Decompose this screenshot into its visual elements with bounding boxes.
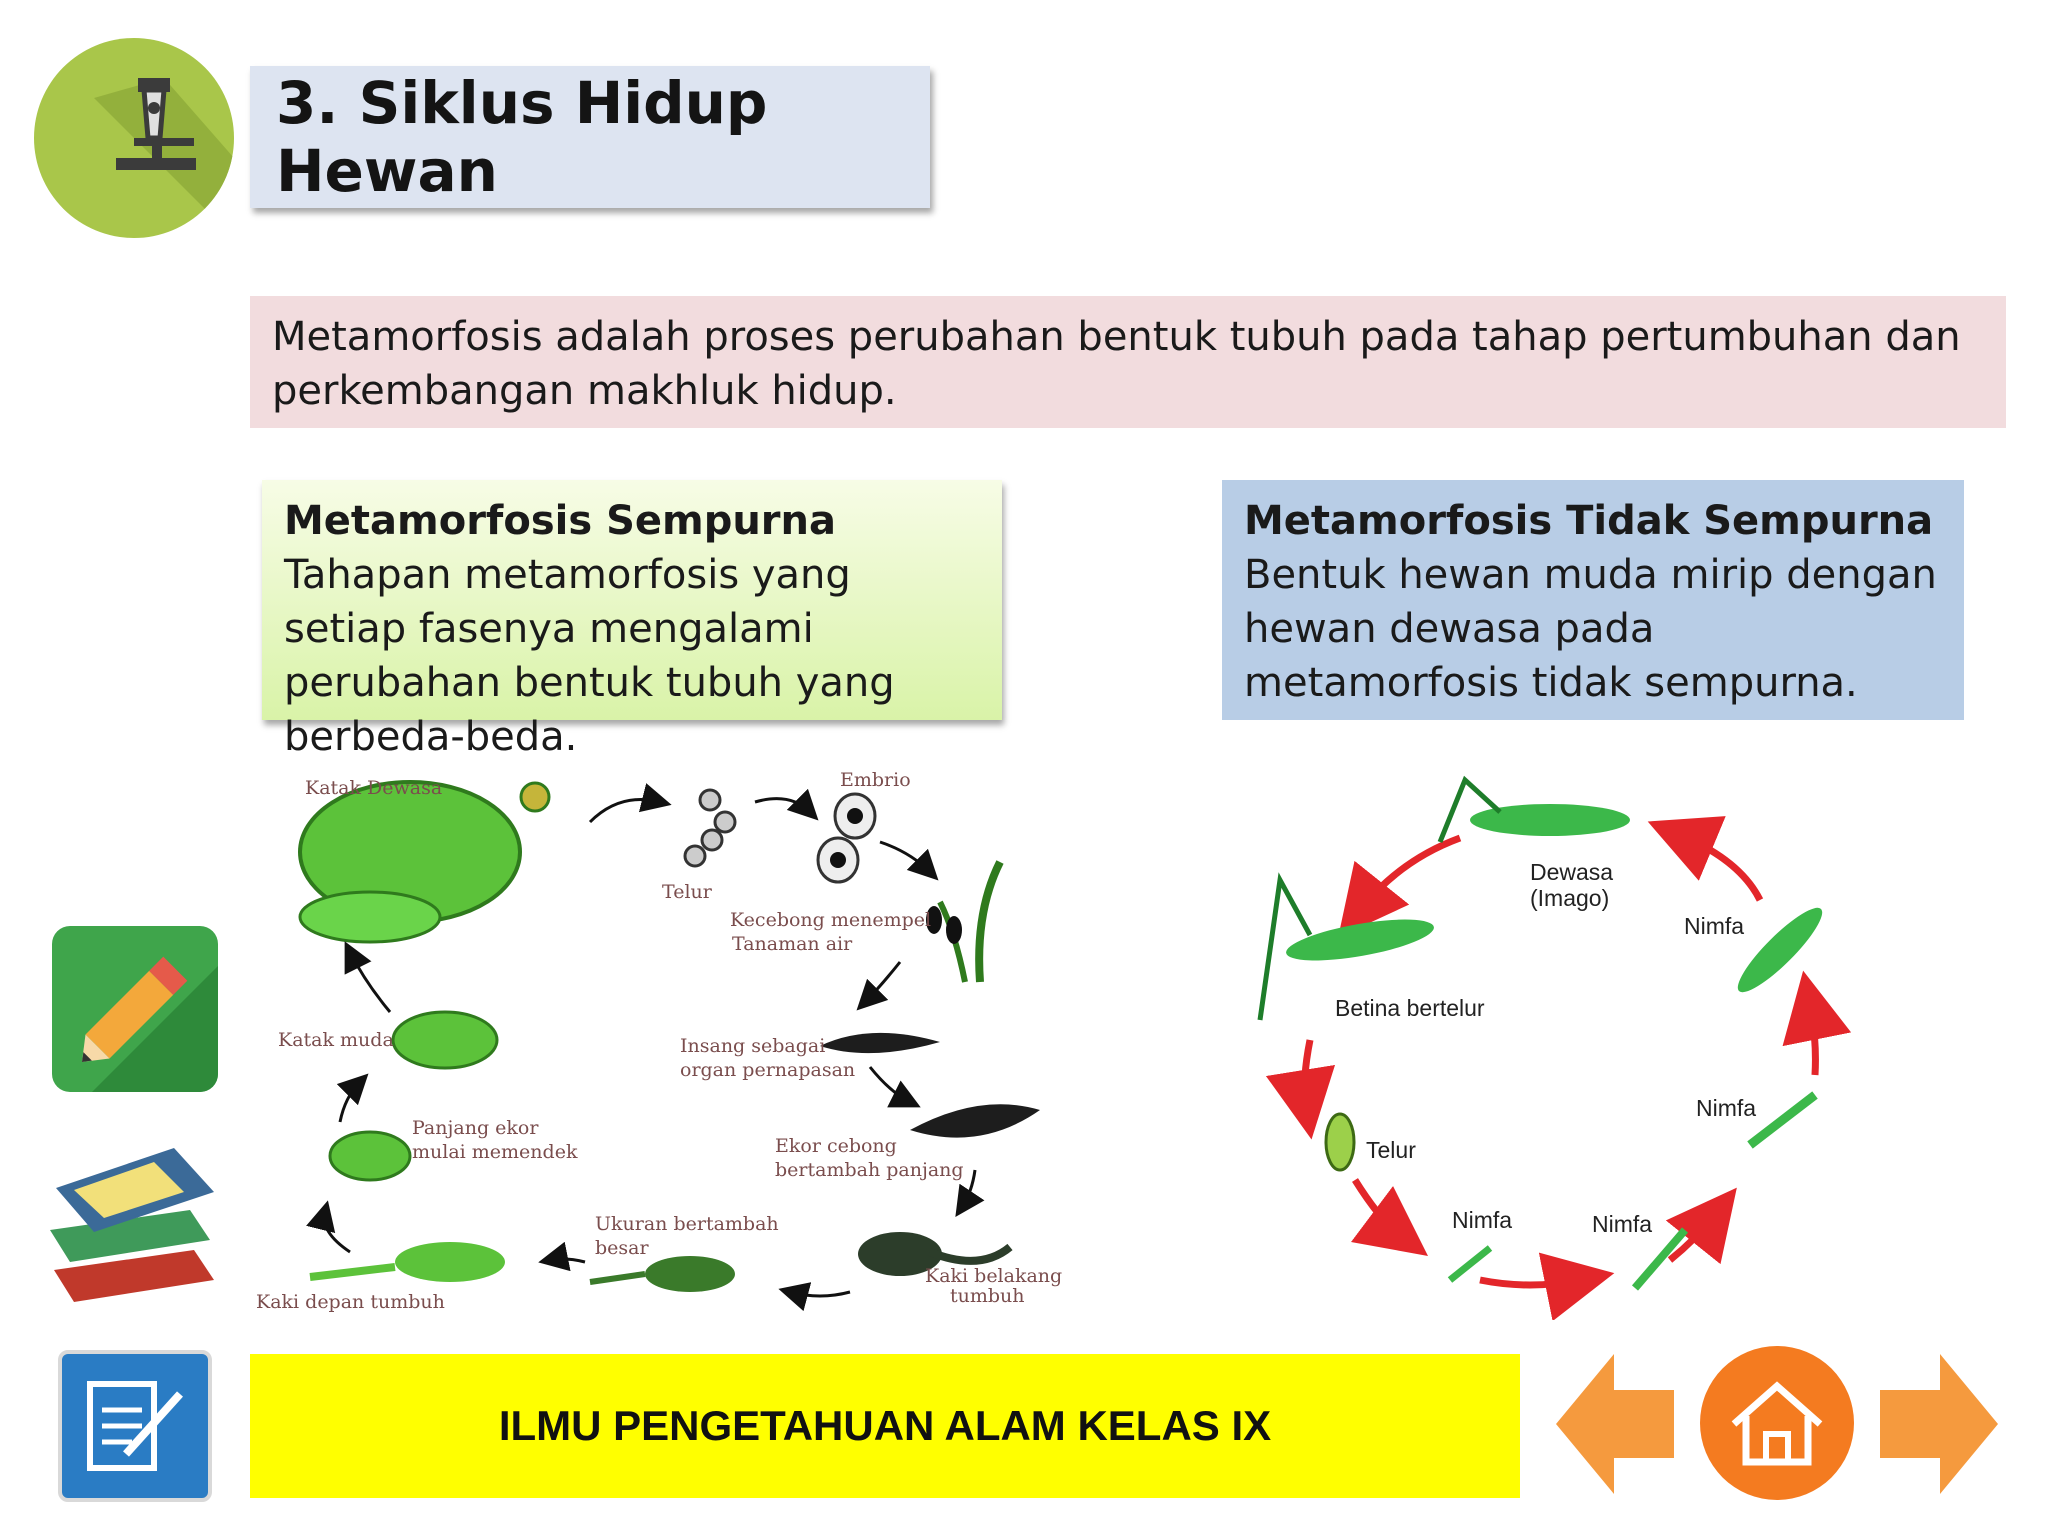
label-nymph-1: Nimfa [1452, 1207, 1513, 1233]
eggs-cluster-image [1326, 1114, 1354, 1170]
arrow-left-icon [1556, 1354, 1674, 1494]
card-complete-metamorphosis [262, 480, 1002, 760]
arrow-10 [340, 1082, 360, 1122]
arrow-6 [962, 1170, 975, 1207]
label-nymph-3: Nimfa [1696, 1095, 1757, 1121]
definition-text: Metamorfosis adalah proses perubahan bentuk tubuh pada tahap pertumbuhan dan perkembangan makhluk hidup. [272, 314, 1961, 414]
label-nymph-4: Nimfa [1684, 913, 1745, 939]
label-tail-2: bertambah panjang [775, 1159, 964, 1181]
label-tail: Ekor cebong [775, 1135, 897, 1157]
card-complete-title: Metamorfosis Sempurna [284, 498, 836, 544]
label-gills: Insang sebagai [680, 1035, 826, 1057]
card-incomplete-metamorphosis [1222, 480, 1964, 720]
label-nymph-2: Nimfa [1592, 1211, 1653, 1237]
edit-document-icon [62, 1354, 208, 1498]
red-arrow-7 [1680, 835, 1760, 900]
label-embryo: Embrio [840, 769, 911, 791]
arrow-right-icon [1880, 1354, 1998, 1494]
arrow-8 [550, 1259, 585, 1262]
label-front-legs: Kaki depan tumbuh [256, 1291, 445, 1313]
grasshopper-life-cycle-diagram [1240, 760, 1920, 1320]
red-arrow-4 [1480, 1280, 1580, 1285]
pencil-icon [52, 926, 218, 1092]
label-size-2: besar [595, 1237, 649, 1259]
eggs-image [685, 790, 735, 866]
tadpole-medium-image [910, 1104, 1040, 1137]
label-adult: Dewasa [1530, 859, 1614, 885]
tadpole-small-image [820, 1033, 940, 1053]
card-incomplete-body: Bentuk hewan muda mirip dengan hewan dewasa pada metamorfosis tidak sempurna. [1244, 552, 1937, 706]
label-tail-short: Panjang ekor [412, 1117, 539, 1139]
frog-front-legs-image [310, 1242, 505, 1282]
label-adult-2: (Imago) [1530, 885, 1610, 911]
adult-grasshopper-image [1440, 780, 1630, 842]
label-egg: Telur [1366, 1137, 1416, 1163]
nymph-image-4 [1729, 899, 1831, 1001]
red-arrow-1 [1360, 838, 1460, 910]
frog-life-cycle-diagram [250, 752, 1070, 1322]
nymph-image-2 [1635, 1230, 1685, 1288]
home-button[interactable] [1700, 1346, 1854, 1500]
page-title: 3. Siklus Hidup Hewan [276, 69, 768, 205]
arrow-4 [865, 962, 900, 1002]
pencil-button[interactable] [52, 926, 218, 1092]
plant-tadpoles-image [926, 862, 1000, 982]
adult-frog-image [300, 782, 549, 942]
nymph-image-1 [1450, 1248, 1490, 1280]
card-incomplete-title: Metamorfosis Tidak Sempurna [1244, 498, 1934, 544]
title-box [250, 66, 930, 208]
label-adult-frog: Katak Dewasa [305, 777, 443, 799]
label-size: Ukuran bertambah [595, 1213, 779, 1235]
embryo-image [818, 794, 875, 882]
label-tadpole-attach-2: Tanaman air [732, 933, 853, 955]
red-arrow-6 [1810, 1005, 1815, 1075]
books-icon [44, 1130, 224, 1310]
label-hind-legs: Kaki belakang [925, 1265, 1063, 1287]
definition-box [250, 296, 2006, 428]
red-arrow-3 [1355, 1180, 1400, 1235]
card-complete-body: Tahapan metamorfosis yang setiap fasenya mengalami perubahan bentuk tubuh yang berbeda-beda. [284, 552, 895, 760]
arrow-7 [790, 1292, 850, 1296]
label-young-frog: Katak muda [278, 1029, 394, 1051]
arrow-5 [870, 1067, 910, 1102]
red-arrow-2 [1305, 1040, 1310, 1105]
footer-bar [250, 1354, 1520, 1498]
froglet-image [590, 1256, 735, 1292]
label-gills-2: organ pernapasan [680, 1059, 856, 1081]
arrow-1 [590, 800, 660, 823]
arrow-9 [324, 1212, 350, 1252]
home-icon [1700, 1346, 1854, 1500]
label-female: Betina bertelur [1335, 995, 1485, 1021]
footer-title: ILMU PENGETAHUAN ALAM KELAS IX [498, 1402, 1272, 1449]
edit-document-button[interactable] [58, 1350, 212, 1502]
arrow-11 [350, 952, 390, 1012]
label-hind-legs-2: tumbuh [950, 1285, 1025, 1307]
arrow-2 [755, 799, 810, 812]
arrow-3 [880, 842, 930, 872]
nymph-image-3 [1750, 1095, 1815, 1145]
label-tadpole-attach: Kecebong menempel [730, 909, 932, 931]
next-button[interactable] [1880, 1354, 1998, 1494]
microscope-icon [34, 38, 234, 238]
prev-button[interactable] [1556, 1354, 1674, 1494]
books-button[interactable] [44, 1130, 224, 1310]
frog-short-tail-image [330, 1132, 410, 1180]
young-frog-image [393, 1012, 497, 1068]
label-eggs: Telur [662, 881, 712, 903]
label-tail-short-2: mulai memendek [412, 1141, 578, 1163]
microscope-logo [34, 38, 234, 238]
